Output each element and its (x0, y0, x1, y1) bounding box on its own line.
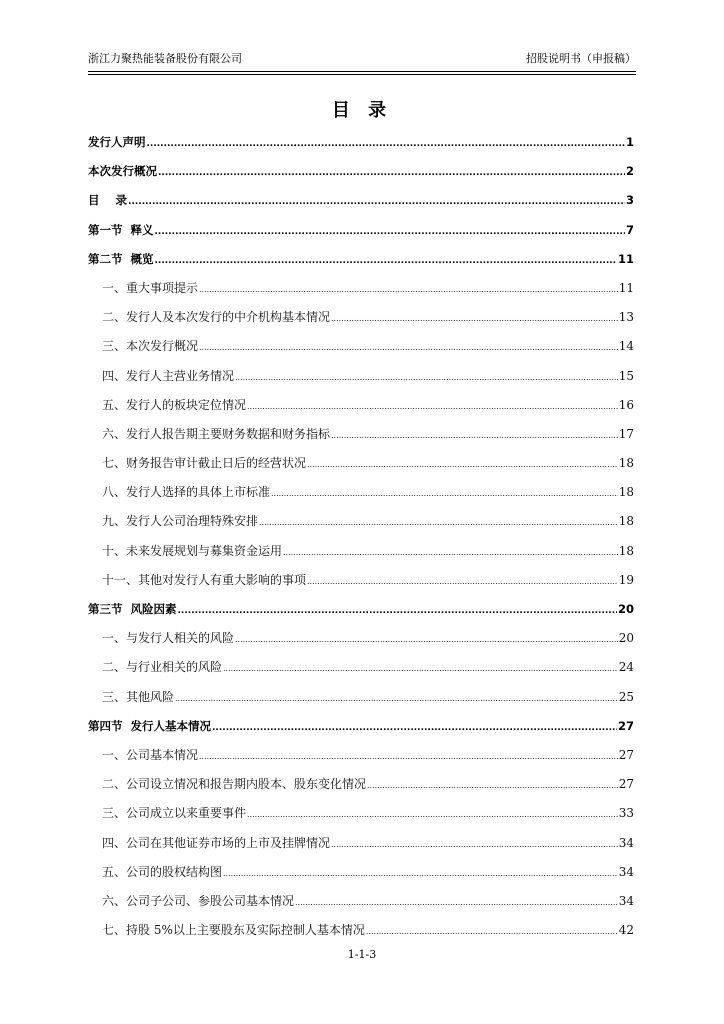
toc-entry-label: 发行人声明 (88, 135, 146, 149)
toc-entry-page: 20 (617, 602, 634, 616)
toc-entry-page: 25 (618, 689, 634, 704)
toc-entry-page: 42 (618, 923, 634, 938)
toc-entry-label: 一、公司基本情况 (102, 747, 199, 762)
toc-entry-page: 18 (618, 456, 634, 471)
toc-entry[interactable] (88, 245, 634, 274)
toc-dot-leader (199, 742, 618, 771)
toc-dot-leader (366, 917, 618, 946)
toc-entry[interactable] (88, 829, 634, 858)
table-of-contents (88, 128, 634, 945)
header-company: 浙江力聚热能装备股份有限公司 (88, 52, 242, 65)
toc-dot-leader (295, 888, 618, 917)
toc-entry[interactable] (88, 478, 634, 507)
toc-dot-leader (247, 392, 618, 421)
toc-entry[interactable] (88, 712, 634, 741)
toc-entry[interactable] (88, 391, 634, 420)
toc-entry-label: 二、发行人及本次发行的中介机构基本情况 (102, 310, 331, 325)
toc-dot-leader (199, 275, 618, 304)
toc-entry[interactable] (88, 799, 634, 828)
toc-dot-leader (178, 597, 617, 626)
toc-entry-page: 19 (618, 572, 634, 587)
toc-entry-page: 20 (618, 631, 634, 646)
toc-entry[interactable] (88, 157, 634, 186)
toc-entry-page: 27 (618, 747, 634, 762)
toc-entry-label: 一、与发行人相关的风险 (102, 631, 235, 646)
toc-dot-leader (307, 450, 618, 479)
toc-entry[interactable] (88, 332, 634, 361)
toc-entry[interactable] (88, 186, 634, 215)
toc-entry-page: 11 (617, 251, 634, 266)
page-title: 目 录 (331, 100, 393, 121)
toc-entry[interactable] (88, 566, 634, 595)
toc-entry-page: 16 (618, 397, 634, 412)
toc-entry[interactable] (88, 216, 634, 245)
toc-entry-label: 九、发行人公司治理特殊安排 (102, 514, 259, 529)
toc-entry-label: 第四节 发行人基本情况 (88, 718, 212, 733)
header-doc-type: 招股说明书（申报稿） (526, 52, 636, 65)
toc-entry-label: 三、本次发行概况 (102, 339, 199, 354)
toc-dot-leader (175, 684, 618, 713)
toc-entry-page: 27 (617, 718, 634, 733)
toc-entry-label: 第二节 概览 (88, 251, 154, 266)
toc-entry-label: 三、公司成立以来重要事件 (102, 806, 247, 821)
toc-entry-page: 3 (625, 193, 634, 208)
page-footer-number: 1-1-3 (347, 948, 377, 961)
toc-entry-page: 1 (625, 135, 634, 149)
toc-entry-page: 13 (618, 310, 634, 325)
toc-entry-label: 六、公司子公司、参股公司基本情况 (102, 893, 295, 908)
toc-entry-page: 11 (618, 280, 634, 295)
toc-entry[interactable] (88, 362, 634, 391)
toc-dot-leader (158, 159, 625, 188)
toc-entry-page: 7 (625, 222, 634, 237)
toc-entry[interactable] (88, 537, 634, 566)
toc-dot-leader (128, 188, 625, 217)
toc-entry[interactable] (88, 916, 634, 945)
toc-entry-label: 七、持股 5%以上主要股东及实际控制人基本情况 (102, 923, 365, 938)
toc-dot-leader (235, 625, 618, 654)
toc-dot-leader (223, 654, 618, 683)
toc-entry-label: 二、与行业相关的风险 (102, 660, 223, 675)
toc-entry[interactable] (88, 653, 634, 682)
toc-entry[interactable] (88, 449, 634, 478)
toc-entry-label: 第一节 释义 (88, 222, 154, 237)
toc-dot-leader (212, 714, 617, 743)
toc-entry[interactable] (88, 128, 634, 157)
toc-entry-label: 七、财务报告审计截止日后的经营状况 (102, 456, 307, 471)
toc-entry[interactable] (88, 420, 634, 449)
toc-entry-page: 34 (618, 893, 634, 908)
toc-dot-leader (155, 247, 617, 276)
toc-entry[interactable] (88, 303, 634, 332)
toc-entry-page: 15 (618, 368, 634, 383)
toc-dot-leader (367, 771, 618, 800)
toc-entry[interactable] (88, 274, 634, 303)
toc-dot-leader (247, 800, 618, 829)
toc-entry-page: 14 (618, 339, 634, 354)
toc-entry-page: 2 (625, 164, 634, 179)
toc-entry-page: 24 (618, 660, 634, 675)
toc-entry[interactable] (88, 683, 634, 712)
toc-dot-leader (235, 363, 618, 392)
toc-entry-page: 34 (618, 835, 634, 850)
toc-entry[interactable] (88, 741, 634, 770)
toc-entry-label: 五、发行人的板块定位情况 (102, 397, 247, 412)
toc-entry-label: 六、发行人报告期主要财务数据和财务指标 (102, 426, 331, 441)
toc-entry-label: 四、发行人主营业务情况 (102, 368, 235, 383)
toc-entry-page: 18 (618, 485, 634, 500)
toc-entry-page: 18 (618, 514, 634, 529)
toc-dot-leader (331, 421, 618, 450)
toc-entry-label: 目 录 (88, 193, 128, 208)
toc-entry[interactable] (88, 624, 634, 653)
toc-entry-label: 四、公司在其他证券市场的上市及挂牌情况 (102, 835, 331, 850)
toc-entry-page: 34 (618, 864, 634, 879)
toc-entry-label: 一、重大事项提示 (102, 280, 199, 295)
toc-entry[interactable] (88, 770, 634, 799)
toc-entry[interactable] (88, 595, 634, 624)
toc-entry[interactable] (88, 507, 634, 536)
toc-entry-label: 十一、其他对发行人有重大影响的事项 (102, 572, 307, 587)
toc-entry-page: 17 (618, 426, 634, 441)
page-header (88, 50, 636, 70)
toc-dot-leader (259, 508, 618, 537)
toc-entry-label: 本次发行概况 (88, 164, 157, 179)
toc-entry-page: 33 (618, 806, 634, 821)
toc-entry-page: 18 (618, 543, 634, 558)
toc-dot-leader (223, 859, 618, 888)
toc-entry-label: 十、未来发展规划与募集资金运用 (102, 543, 283, 558)
toc-entry-label: 八、发行人选择的具体上市标准 (102, 485, 271, 500)
toc-entry-page: 27 (618, 777, 634, 792)
toc-entry-label: 三、其他风险 (102, 689, 175, 704)
toc-dot-leader (271, 479, 618, 508)
toc-dot-leader (155, 218, 625, 247)
toc-dot-leader (307, 567, 618, 596)
toc-entry[interactable] (88, 887, 634, 916)
toc-dot-leader (331, 830, 618, 859)
toc-entry[interactable] (88, 858, 634, 887)
toc-dot-leader (147, 130, 625, 159)
toc-dot-leader (199, 333, 618, 362)
toc-entry-label: 第三节 风险因素 (88, 602, 177, 616)
toc-entry-label: 二、公司设立情况和报告期内股本、股东变化情况 (102, 777, 367, 792)
toc-dot-leader (331, 304, 618, 333)
toc-dot-leader (283, 538, 618, 567)
toc-entry-label: 五、公司的股权结构图 (102, 864, 223, 879)
